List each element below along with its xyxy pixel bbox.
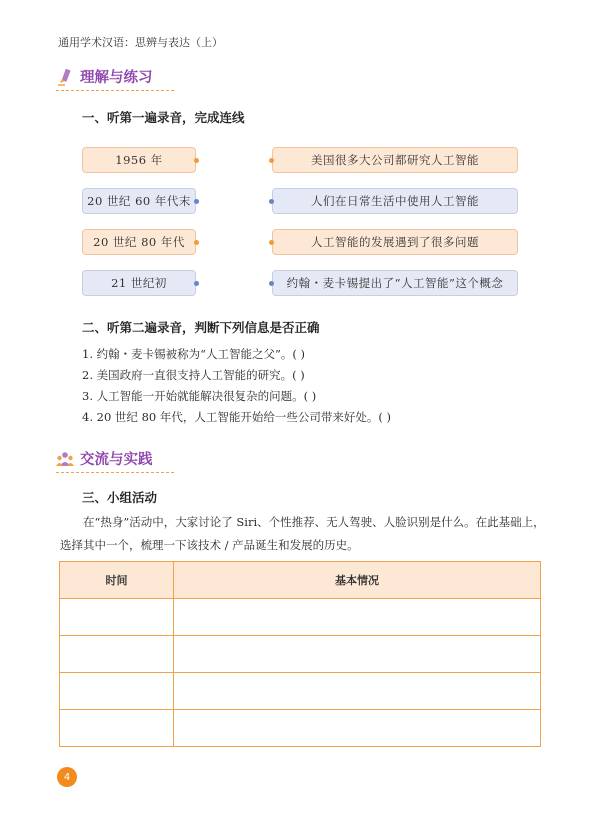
section-title-practice [56, 448, 153, 469]
connector-dot[interactable] [194, 281, 199, 286]
history-table [59, 561, 541, 747]
table-header-info: 基本情况 [174, 562, 541, 599]
match-right-label: 人工智能的发展遇到了很多问题 [311, 235, 479, 249]
section-title-text: 理解与练习 [80, 70, 153, 86]
table-cell-time[interactable] [60, 599, 174, 636]
table-row [60, 710, 541, 747]
match-left-1[interactable] [82, 147, 196, 173]
table-cell-time[interactable] [60, 710, 174, 747]
part2-heading: 二、听第二遍录音，判断下列信息是否正确 [82, 320, 320, 335]
pencil-icon [56, 68, 74, 86]
running-header: 通用学术汉语：思辨与表达（上） [58, 36, 223, 49]
table-cell-info[interactable] [174, 599, 541, 636]
match-right-label: 美国很多大公司都研究人工智能 [311, 153, 479, 167]
section-title-text: 交流与实践 [80, 452, 153, 468]
connector-dot[interactable] [194, 199, 199, 204]
table-cell-info[interactable] [174, 710, 541, 747]
match-left-4[interactable] [82, 270, 196, 296]
table-row [60, 636, 541, 673]
activity-paragraph: 在“热身”活动中，大家讨论了 Siri、个性推荐、无人驾驶、人脸识别是什么。在此基础上，选择其中一个，梳理一下该技术 / 产品诞生和发展的历史。 [60, 515, 545, 552]
judgement-item-2: 2. 美国政府一直很支持人工智能的研究。( ) [82, 368, 305, 382]
table-cell-time[interactable] [60, 636, 174, 673]
match-right-2[interactable] [272, 188, 518, 214]
match-left-3[interactable] [82, 229, 196, 255]
table-cell-info[interactable] [174, 636, 541, 673]
match-left-label: 20 世纪 80 年代 [93, 235, 185, 249]
match-left-label: 20 世纪 60 年代末 [87, 194, 191, 208]
table-header-row [60, 562, 541, 599]
table-cell-info[interactable] [174, 673, 541, 710]
match-left-label: 1956 年 [115, 153, 163, 167]
judgement-item-4: 4. 20 世纪 80 年代，人工智能开始给一些公司带来好处。( ) [82, 410, 391, 424]
match-right-3[interactable] [272, 229, 518, 255]
table-header-time: 时间 [60, 562, 174, 599]
connector-dot[interactable] [194, 158, 199, 163]
connector-dot[interactable] [194, 240, 199, 245]
table-cell-time[interactable] [60, 673, 174, 710]
part3-heading: 三、小组活动 [82, 490, 158, 505]
section-underline [56, 90, 174, 91]
section-underline [56, 472, 174, 473]
page-number: 4 [57, 767, 77, 787]
connector-dot[interactable] [269, 281, 274, 286]
match-right-label: 约翰・麦卡锡提出了“人工智能”这个概念 [286, 276, 504, 290]
table-row [60, 673, 541, 710]
judgement-item-3: 3. 人工智能一开始就能解决很复杂的问题。( ) [82, 389, 317, 403]
match-left-label: 21 世纪初 [111, 276, 167, 290]
part1-heading: 一、听第一遍录音，完成连线 [82, 110, 245, 125]
judgement-item-1: 1. 约翰・麦卡锡被称为“人工智能之父”。( ) [82, 347, 306, 361]
table-row [60, 599, 541, 636]
section-title-understanding [56, 66, 153, 87]
connector-dot[interactable] [269, 240, 274, 245]
match-right-label: 人们在日常生活中使用人工智能 [311, 194, 479, 208]
connector-dot[interactable] [269, 158, 274, 163]
match-right-1[interactable] [272, 147, 518, 173]
people-icon [56, 450, 74, 468]
match-left-2[interactable] [82, 188, 196, 214]
connector-dot[interactable] [269, 199, 274, 204]
match-right-4[interactable] [272, 270, 518, 296]
